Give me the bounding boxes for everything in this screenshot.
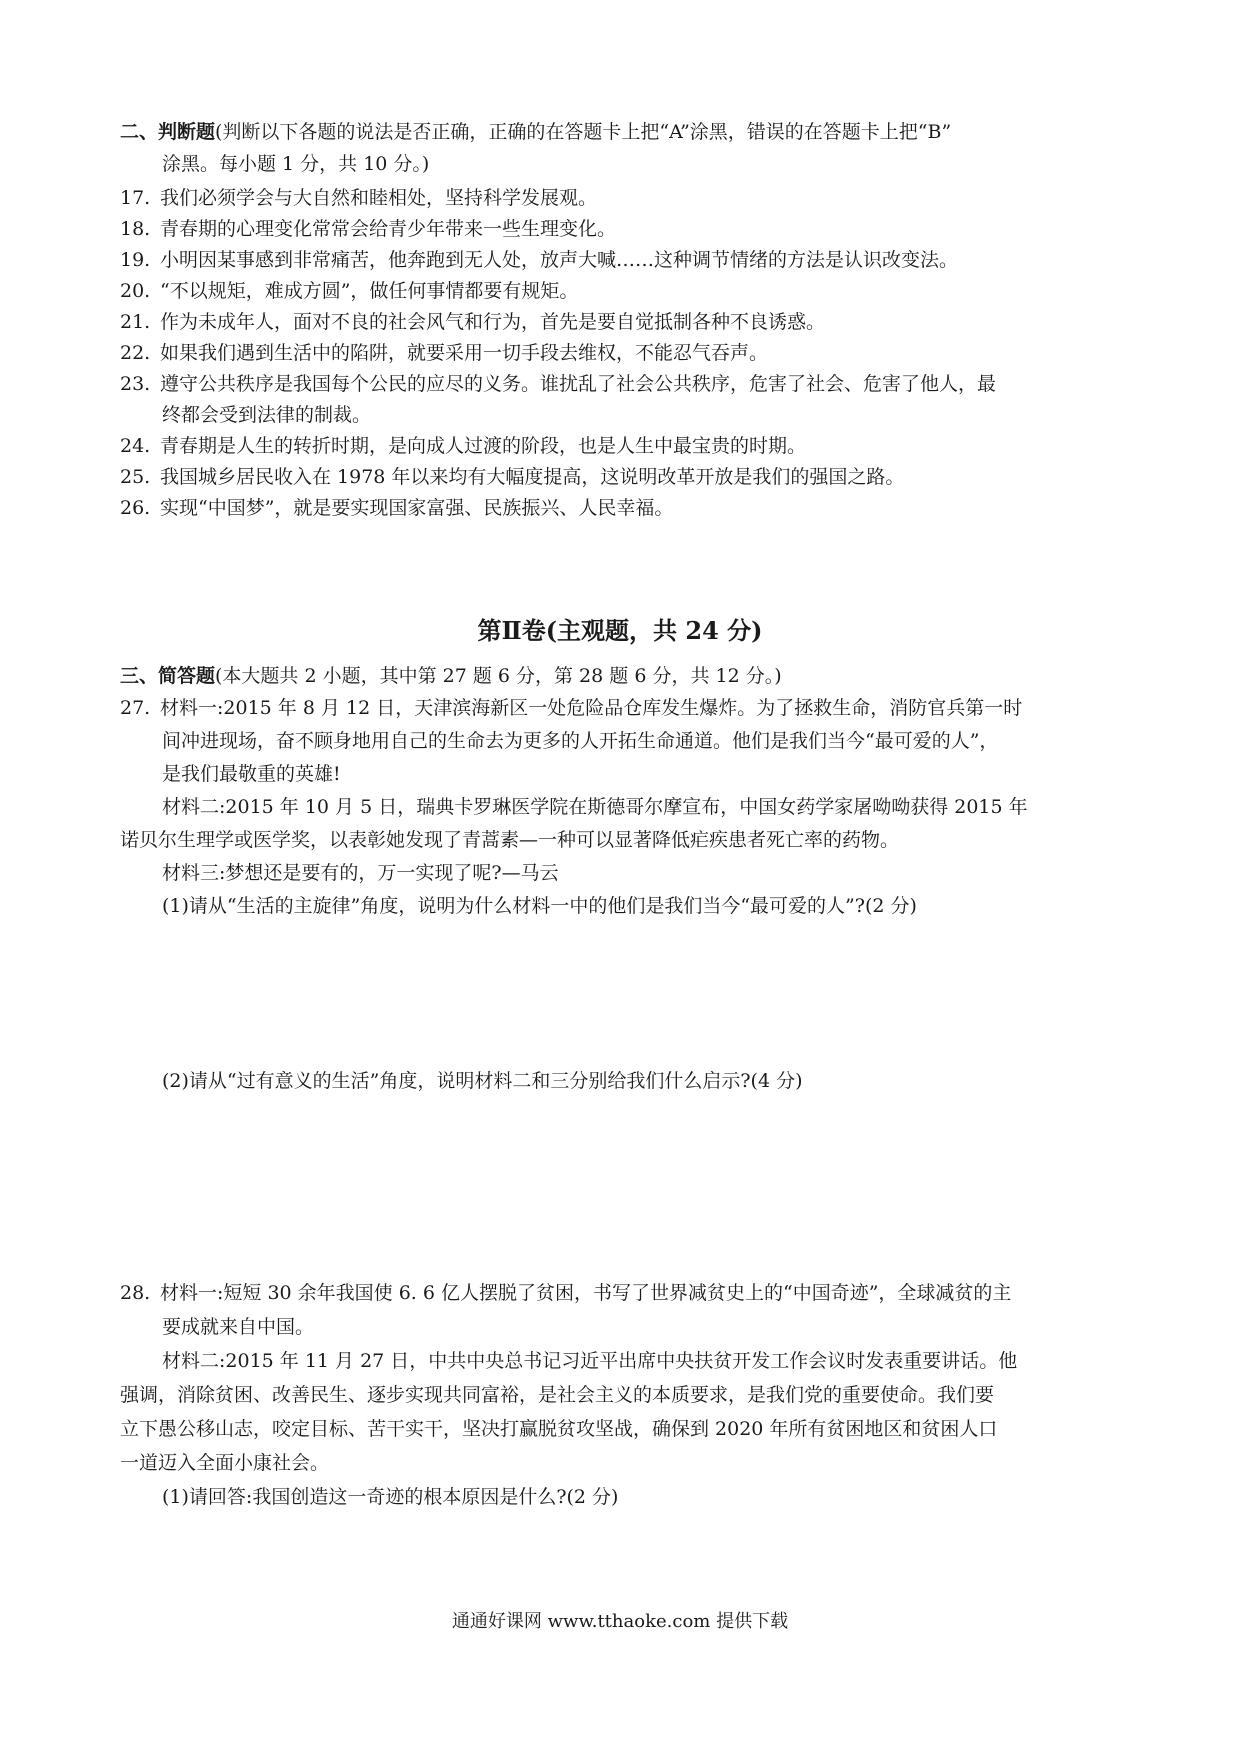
question-28-material2: 材料二:2015 年 11 月 27 日，中共中央总书记习近平出席中央扶贫开发工作会议时发表重要讲话。他 bbox=[162, 1350, 1018, 1372]
question-24: 24. 青春期是人生的转折时期，是向成人过渡的阶段，也是人生中最宝贵的时期。 bbox=[120, 435, 807, 457]
question-26: 26. 实现“中国梦”，就是要实现国家富强、民族振兴、人民幸福。 bbox=[120, 497, 674, 519]
question-28-material1-cont: 要成就来自中国。 bbox=[162, 1316, 315, 1338]
part3-heading-line bbox=[120, 662, 1130, 690]
question-18: 18. 青春期的心理变化常常会给青少年带来一些生理变化。 bbox=[120, 218, 617, 240]
question-28-sub1: (1)请回答:我国创造这一奇迹的根本原因是什么?(2 分) bbox=[162, 1486, 619, 1508]
question-27-material1: 27. 材料一:2015 年 8 月 12 日，天津滨海新区一处危险品仓库发生爆炸。为了拯救生命，消防官兵第一时 bbox=[120, 697, 1023, 719]
question-27-material2-cont: 诺贝尔生理学或医学奖，以表彰她发现了青蒿素—一种可以显著降低疟疾患者死亡率的药物。 bbox=[120, 829, 900, 851]
part2-heading-line bbox=[120, 118, 1130, 146]
question-28-material1: 28. 材料一:短短 30 余年我国使 6. 6 亿人摆脱了贫困，书写了世界减贫史上的“中国奇迹”，全球减贫的主 bbox=[120, 1282, 1012, 1304]
part2-heading: 二、判断题 bbox=[120, 121, 216, 143]
question-28-material2-cont1: 强调，消除贫困、改善民生、逐步实现共同富裕，是社会主义的本质要求，是我们党的重要使命。我们要 bbox=[120, 1384, 995, 1406]
question-27-material2: 材料二:2015 年 10 月 5 日，瑞典卡罗琳医学院在斯德哥尔摩宣布，中国女药学家屠呦呦获得 2015 年 bbox=[162, 796, 1028, 818]
question-27-sub1: (1)请从“生活的主旋律”角度，说明为什么材料一中的他们是我们当今“最可爱的人”?(2 分) bbox=[162, 895, 917, 917]
question-27-material1-cont2: 是我们最敬重的英雄! bbox=[162, 763, 341, 785]
question-20: 20. “不以规矩，难成方圆”，做任何事情都要有规矩。 bbox=[120, 280, 579, 302]
question-28-material2-cont2: 立下愚公移山志，咬定目标、苦干实干，坚决打赢脱贫攻坚战，确保到 2020 年所有贫困地区和贫困人口 bbox=[120, 1418, 998, 1440]
part3-heading: 三、简答题 bbox=[120, 665, 216, 687]
question-28-material2-cont3: 一道迈入全面小康社会。 bbox=[120, 1452, 330, 1474]
volume2-title: 第Ⅱ卷(主观题，共 24 分) bbox=[477, 616, 763, 645]
question-27-sub2: (2)请从“过有意义的生活”角度，说明材料二和三分别给我们什么启示?(4 分) bbox=[162, 1070, 803, 1092]
question-17: 17. 我们必须学会与大自然和睦相处，坚持科学发展观。 bbox=[120, 187, 598, 209]
question-23: 23. 遵守公共秩序是我国每个公民的应尽的义务。谁扰乱了社会公共秩序，危害了社会、危害了他人，最 bbox=[120, 373, 997, 395]
question-23-cont: 终都会受到法律的制裁。 bbox=[162, 404, 372, 426]
question-21: 21. 作为未成年人，面对不良的社会风气和行为，首先是要自觉抵制各种不良诱惑。 bbox=[120, 311, 826, 333]
part2-instructions-cont: 涂黑。每小题 1 分，共 10 分。) bbox=[162, 153, 430, 175]
part2-instructions: (判断以下各题的说法是否正确，正确的在答题卡上把“A”涂黑，错误的在答题卡上把“B” bbox=[215, 121, 952, 143]
question-27-material3: 材料三:梦想还是要有的，万一实现了呢?—马云 bbox=[162, 862, 559, 884]
part3-instructions: (本大题共 2 小题，其中第 27 题 6 分，第 28 题 6 分，共 12 分。) bbox=[215, 665, 782, 687]
question-25: 25. 我国城乡居民收入在 1978 年以来均有大幅度提高，这说明改革开放是我们的强国之路。 bbox=[120, 466, 905, 488]
question-27-material1-cont1: 间冲进现场，奋不顾身地用自己的生命去为更多的人开拓生命通道。他们是我们当今“最可爱的人”， bbox=[162, 730, 999, 752]
page-footer: 通通好课网 www.tthaoke.com 提供下载 bbox=[451, 1611, 789, 1632]
question-19: 19. 小明因某事感到非常痛苦，他奔跑到无人处，放声大喊……这种调节情绪的方法是认识改变法。 bbox=[120, 249, 959, 271]
question-22: 22. 如果我们遇到生活中的陷阱，就要采用一切手段去维权，不能忍气吞声。 bbox=[120, 342, 769, 364]
